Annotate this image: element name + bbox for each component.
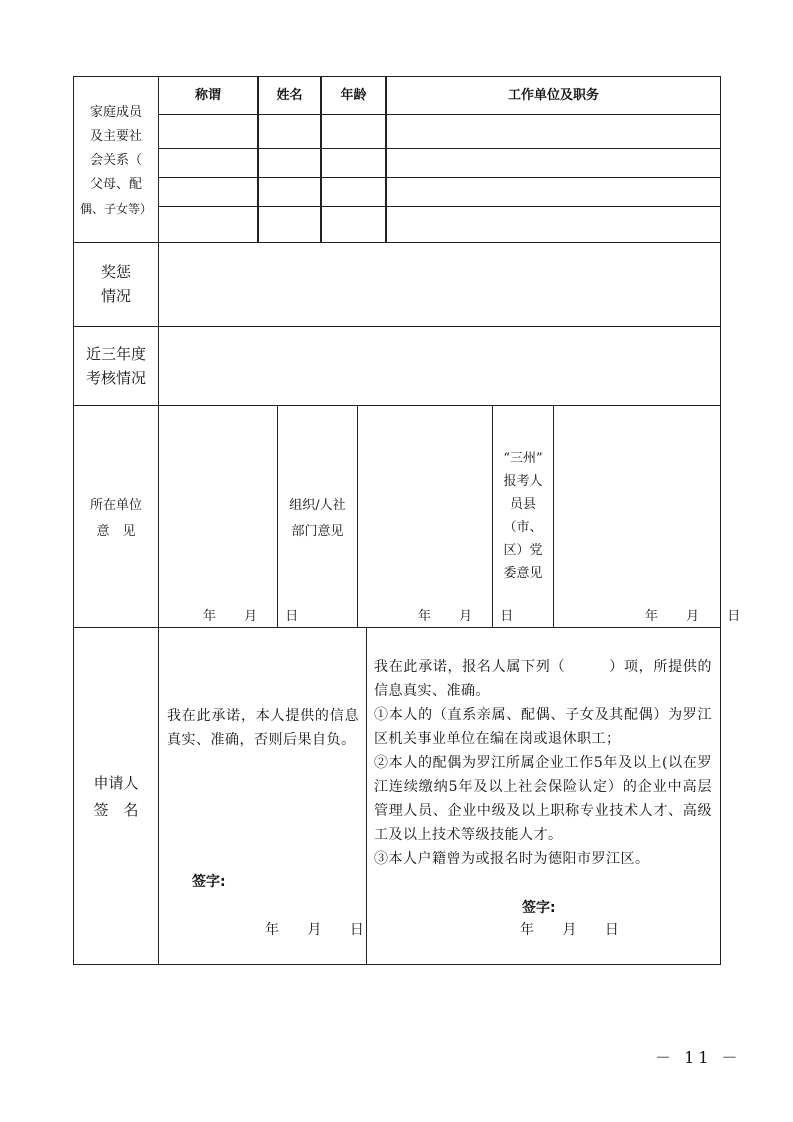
party-opinion-label-line: 委意见 bbox=[503, 566, 543, 581]
relation-pledge-intro: 我在此承诺，报名人属下列（ ）项，所提供的信息真实、准确。 bbox=[374, 659, 712, 699]
relation-sign-label: 签字: bbox=[522, 900, 556, 916]
header-work: 工作单位及职务 bbox=[507, 88, 599, 103]
applicant-signature-label-line: 签 名 bbox=[93, 801, 139, 819]
relation-pledge-item-3: ③本人户籍曾为或报名时为德阳市罗江区。 bbox=[374, 851, 650, 867]
page-number: － 11 － bbox=[655, 1048, 742, 1067]
family-label-line: 家庭成员 bbox=[89, 105, 142, 120]
family-label-line: 及主要社 bbox=[89, 129, 142, 144]
applicant-signature-label-line: 申请人 bbox=[93, 774, 139, 792]
unit-opinion-field[interactable] bbox=[159, 406, 277, 627]
applicant-signature-label bbox=[74, 770, 158, 824]
party-opinion-field[interactable] bbox=[554, 406, 720, 627]
unit-opinion-label-line: 所在单位 bbox=[89, 498, 142, 513]
unit-opinion-label bbox=[74, 493, 158, 545]
assessment-label-line: 考核情况 bbox=[85, 369, 146, 387]
awards-field[interactable] bbox=[159, 243, 720, 326]
relation-pledge-item-1: ①本人的（直系亲属、配偶、子女及其配偶）为罗江区机关事业单位在编在岗或退休职工； bbox=[374, 707, 712, 747]
header-name: 姓名 bbox=[276, 88, 303, 103]
party-opinion-label-line: （市、 bbox=[503, 520, 543, 535]
awards-label-line: 情况 bbox=[100, 287, 131, 305]
family-label-line: 偶、子女等） bbox=[79, 202, 152, 216]
org-opinion-label bbox=[278, 493, 357, 545]
family-label bbox=[74, 101, 158, 221]
family-row[interactable] bbox=[159, 115, 720, 148]
party-opinion-label-line: 员县 bbox=[509, 497, 536, 512]
assessment-label bbox=[74, 342, 158, 390]
party-opinion-label bbox=[493, 447, 553, 585]
party-opinion-label-line: 报考人 bbox=[503, 474, 543, 489]
self-sign-label: 签字: bbox=[192, 874, 226, 890]
awards-label bbox=[74, 260, 158, 308]
family-row[interactable] bbox=[159, 178, 720, 206]
family-row[interactable] bbox=[159, 149, 720, 177]
header-relation: 称谓 bbox=[194, 88, 221, 103]
awards-label-line: 奖惩 bbox=[100, 263, 131, 281]
self-sign-date: 年 月 日 bbox=[265, 922, 376, 938]
header-age: 年龄 bbox=[340, 88, 367, 103]
assessment-label-line: 近三年度 bbox=[85, 345, 146, 363]
family-label-line: 会关系（ bbox=[89, 153, 142, 168]
relation-pledge-item-2: ②本人的配偶为罗江所属企业工作5年及以上(以在罗江连续缴纳5年及以上社会保险认定）的企业中高层管理人员、企业中级及以上职称专业技术人才、高级工及以上技术等级技能人才。 bbox=[374, 755, 712, 843]
family-row[interactable] bbox=[159, 207, 720, 242]
relation-sign-date: 年 月 日 bbox=[520, 922, 631, 938]
party-opinion-label-line: 区）党 bbox=[503, 543, 543, 558]
self-pledge-text: 我在此承诺，本人提供的信息真实、准确，否则后果自负。 bbox=[167, 708, 359, 748]
org-opinion-date: 年 月 日 bbox=[418, 609, 526, 624]
unit-opinion-date: 年 月 日 bbox=[203, 609, 311, 624]
org-opinion-label-line: 组织/人社 bbox=[289, 498, 346, 513]
party-opinion-date: 年 月 日 bbox=[645, 609, 753, 624]
assessment-field[interactable] bbox=[159, 327, 720, 405]
party-opinion-label-line: “三州” bbox=[503, 451, 543, 466]
org-opinion-field[interactable] bbox=[358, 406, 492, 627]
relation-pledge bbox=[374, 655, 712, 871]
family-label-line: 父母、配 bbox=[89, 177, 142, 192]
org-opinion-label-line: 部门意见 bbox=[291, 524, 344, 539]
unit-opinion-label-line: 意 见 bbox=[96, 524, 136, 539]
